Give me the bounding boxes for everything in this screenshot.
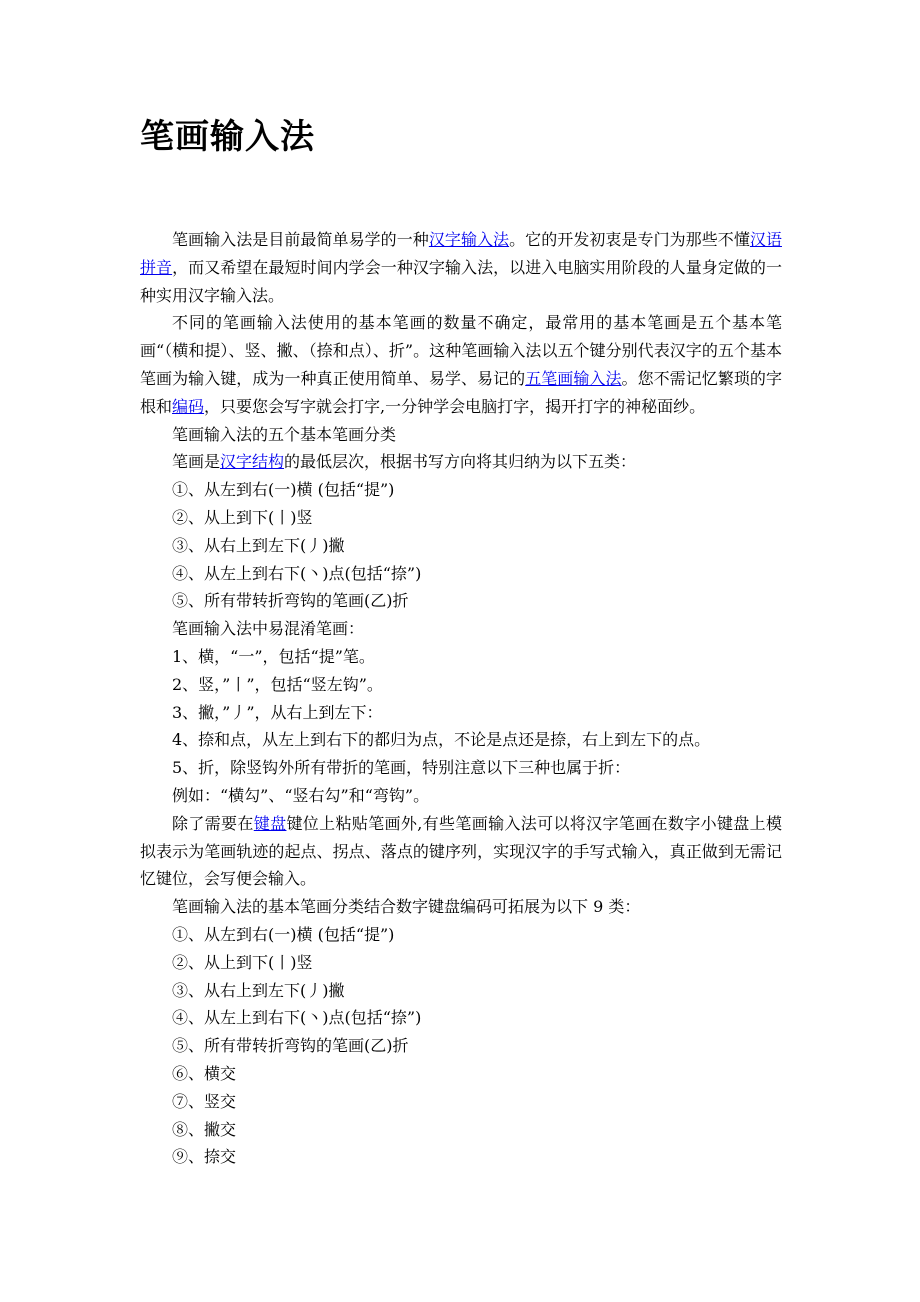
link-encoding[interactable]: 编码 bbox=[172, 396, 205, 416]
link-hanzi-input[interactable]: 汉字输入法 bbox=[428, 230, 510, 249]
list-item: ⑤、所有带转折弯钩的笔画(乙)折 bbox=[172, 1036, 409, 1056]
list-item: 3、撇，”丿”，从右上到左下： bbox=[172, 702, 383, 722]
paragraph-definition bbox=[140, 448, 782, 476]
text: 的最低层次，根据书写方向将其归纳为以下五类： bbox=[284, 452, 637, 472]
link-five-stroke[interactable]: 五笔画输入法 bbox=[525, 368, 622, 388]
text: 笔画是 bbox=[172, 452, 221, 472]
list-item: ⑨、捺交 bbox=[172, 1147, 237, 1167]
text: 键位上粘贴笔画外,有些笔画输入法可以将汉字笔画在数字小键盘上模拟表示为笔画轨迹的起点、拐点、落点的键序列，实现汉字的手写式输入，真正做到无需记忆键位，会写便会输入。 bbox=[140, 813, 782, 889]
list-item: ②、从上到下(丨)竖 bbox=[172, 507, 313, 527]
text: ，只要您会写字就会打字,一分钟学会电脑打字，揭开打字的神秘面纱。 bbox=[204, 396, 706, 416]
list-item: ④、从左上到右下(丶)点(包括“捺”) bbox=[172, 563, 422, 583]
paragraph-intro bbox=[140, 226, 782, 309]
link-pinyin[interactable]: 汉语拼音 bbox=[140, 230, 782, 277]
section-heading: 笔画输入法的五个基本笔画分类 bbox=[172, 424, 397, 444]
list-item: ②、从上到下(丨)竖 bbox=[172, 952, 313, 972]
list-item: 例如：“横勾”、“竖右勾”和“弯钩”。 bbox=[172, 785, 430, 805]
list-item: 5、折，除竖钩外所有带折的笔画，特别注意以下三种也属于折： bbox=[172, 758, 631, 778]
document-page bbox=[140, 112, 782, 1171]
document-title: 笔画输入法 bbox=[140, 117, 315, 157]
list-item: ③、从右上到左下(丿)撇 bbox=[172, 980, 345, 1000]
text: 。您不需记忆繁琐的字根和 bbox=[140, 368, 782, 416]
list-item: ⑤、所有带转折弯钩的笔画(乙)折 bbox=[172, 591, 409, 611]
list-item: 2、竖，”丨”，包括“竖左钩”。 bbox=[172, 674, 383, 694]
link-char-structure[interactable]: 汉字结构 bbox=[220, 452, 285, 472]
list-item: 1、横，“一”，包括“提”笔。 bbox=[172, 646, 375, 666]
list-item: ⑦、竖交 bbox=[172, 1091, 237, 1111]
text: ，而又希望在最短时间内学会一种汉字输入法，以进入电脑实用阶段的人量身定做的一种实用汉字输入法。 bbox=[140, 257, 782, 305]
paragraph-strokes bbox=[140, 309, 782, 420]
list-item: ①、从左到右(一)横 (包括“提”) bbox=[172, 480, 395, 500]
text: 。它的开发初衷是专门为那些不懂 bbox=[509, 230, 750, 249]
text: 不同的笔画输入法使用的基本笔画的数量不确定，最常用的基本笔画是五个基本笔画“（横和提）、竖、撇、（捺和点）、折”。这种笔画输入法以五个键分别代表汉字的五个基本笔画为输入键，成为一种真正使用简单、易学、易记的 bbox=[140, 313, 782, 388]
list-item: 4、捺和点，从左上到右下的都归为点，不论是点还是捺，右上到左下的点。 bbox=[172, 730, 711, 750]
paragraph-keypad bbox=[140, 810, 782, 893]
list-item: ⑧、撇交 bbox=[172, 1119, 237, 1139]
link-keyboard[interactable]: 键盘 bbox=[253, 813, 287, 833]
section-heading: 笔画输入法的基本笔画分类结合数字键盘编码可拓展为以下 9 类： bbox=[172, 897, 641, 917]
list-item: ④、从左上到右下(丶)点(包括“捺”) bbox=[172, 1008, 422, 1028]
text: 除了需要在 bbox=[172, 813, 254, 833]
list-item: ⑥、横交 bbox=[172, 1063, 237, 1083]
list-item: ③、从右上到左下(丿)撇 bbox=[172, 535, 345, 555]
text: 笔画输入法是目前最简单易学的一种 bbox=[172, 230, 429, 249]
section-heading: 笔画输入法中易混淆笔画： bbox=[172, 619, 365, 639]
list-item: ①、从左到右(一)横 (包括“提”) bbox=[172, 924, 395, 944]
